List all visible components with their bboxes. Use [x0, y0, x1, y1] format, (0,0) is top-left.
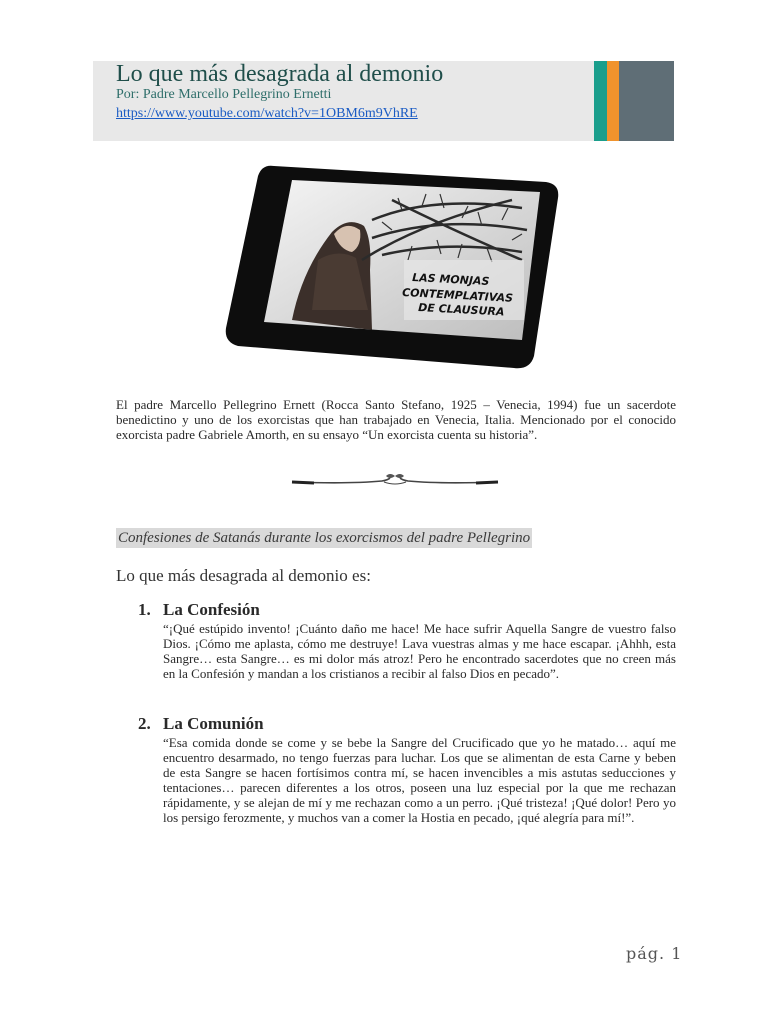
list-item-text: “¡Qué estúpido invento! ¡Cuánto daño me hace! Me hace sufrir Aquella Sangre de vuestro falso Dios. ¡Cómo me aplasta, cómo me destruye! Lava vuestras almas y me hace escapar. ¡Ahhh, esta Sangre… esta Sangre… es mi dolor más atroz! Pero he encontrado sacerdotes que no creen más en la Confesión y mandan a los cristianos a recibir al falso Dios en pecado”. — [163, 621, 676, 681]
accent-bar-orange — [607, 61, 619, 141]
accent-bar-gray — [619, 61, 674, 141]
ornamental-divider — [290, 470, 500, 490]
nun-tablet-image — [222, 160, 562, 370]
list-item-heading: La Comunión — [163, 714, 264, 733]
list-item-heading: La Confesión — [163, 600, 260, 619]
list-item-number: 1. — [138, 600, 151, 619]
image-caption-line3: DE CLAUSURA — [417, 301, 505, 319]
accent-bar-teal — [594, 61, 607, 141]
document-title: Lo que más desagrada al demonio — [116, 61, 444, 87]
author-line: Por: Padre Marcello Pellegrino Ernetti — [116, 87, 332, 102]
list-item-text: “Esa comida donde se come y se bebe la Sangre del Crucificado que yo he matado… aquí me encuentro desarmado, no tengo fuerzas para luchar. Los que se alimentan de esta Carne y beben de esta Sangre se hacen fortísimos contra mí, se hacen invencibles a mis astutas seducciones y tentaciones… parecen diferentes a los otros, poseen una luz especial por la que me rechazan rápidamente, y se alejan de mí y me rechazan como a un perro. ¡Qué tristeza! ¡Qué dolor! Pero yo los persigo ferozmente, y muchos van a comer la Hostia en pecado, ¡qué alegría para mí!”. — [163, 735, 676, 825]
image-caption-line2: CONTEMPLATIVAS — [401, 286, 514, 305]
image-caption-line1: LAS MONJAS — [411, 271, 490, 289]
page-number: pág. 1 — [626, 944, 683, 963]
list-item-number: 2. — [138, 714, 151, 733]
lead-sentence: Lo que más desagrada al demonio es: — [116, 566, 371, 585]
header-band — [93, 61, 674, 141]
intro-paragraph: El padre Marcello Pellegrino Ernett (Rocca Santo Stefano, 1925 – Venecia, 1994) fue un sacerdote benedictino y uno de los exorcistas que han trabajado en Venecia, Italia. Mencionado por el conocido exorcista padre Gabriele Amorth, en su ensayo “Un exorcista cuenta su historia”. — [116, 397, 676, 442]
section-subtitle: Confesiones de Satanás durante los exorcismos del padre Pellegrino — [118, 530, 531, 546]
youtube-link[interactable]: https://www.youtube.com/watch?v=1OBM6m9VhRE — [116, 106, 418, 121]
